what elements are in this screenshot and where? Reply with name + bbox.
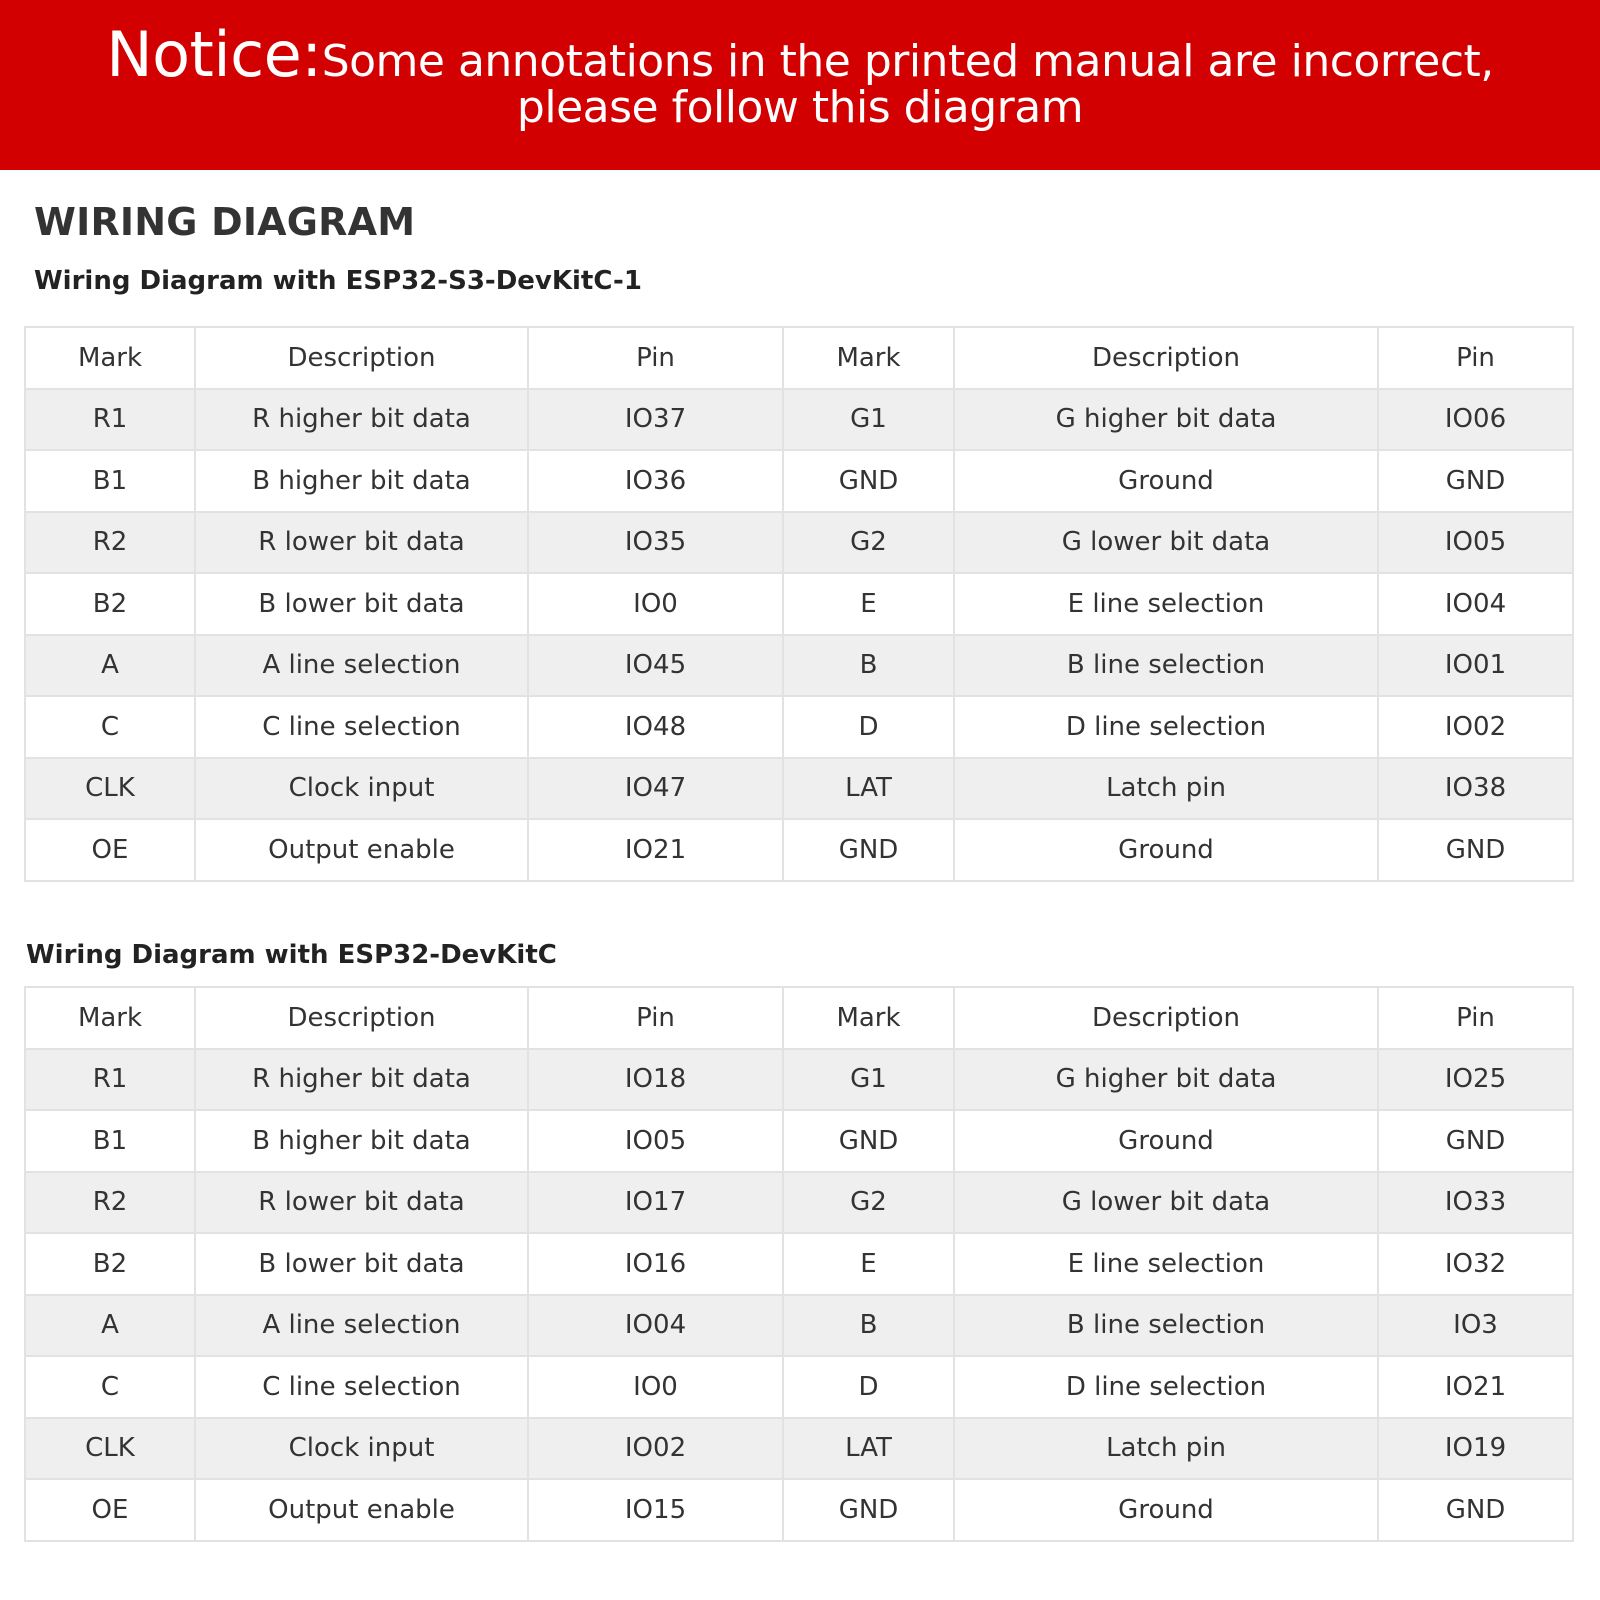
cell-pin: IO36	[528, 450, 783, 512]
table-row	[25, 1049, 1573, 1111]
notice-line-2: please follow this diagram	[516, 82, 1084, 133]
column-header-pin: Pin	[528, 327, 783, 389]
column-header-pin: Pin	[1378, 327, 1573, 389]
cell-description: R lower bit data	[195, 512, 528, 574]
cell-mark: D	[783, 1356, 954, 1418]
cell-pin: IO04	[1378, 573, 1573, 635]
cell-description: R lower bit data	[195, 1172, 528, 1234]
cell-description: Ground	[954, 1479, 1378, 1541]
cell-mark: A	[25, 1295, 195, 1357]
cell-mark: R1	[25, 389, 195, 451]
table-row	[25, 512, 1573, 574]
cell-description: Latch pin	[954, 1418, 1378, 1480]
cell-mark: E	[783, 1233, 954, 1295]
cell-pin: IO18	[528, 1049, 783, 1111]
section-title-esp32: Wiring Diagram with ESP32-DevKitC	[26, 940, 557, 970]
column-header-description: Description	[195, 327, 528, 389]
cell-pin: GND	[1378, 1110, 1573, 1172]
cell-mark: G1	[783, 389, 954, 451]
section-title-esp32-s3: Wiring Diagram with ESP32-S3-DevKitC-1	[34, 266, 642, 296]
cell-description: Clock input	[195, 758, 528, 820]
cell-pin: IO02	[528, 1418, 783, 1480]
cell-mark: B2	[25, 1233, 195, 1295]
cell-mark: CLK	[25, 1418, 195, 1480]
cell-mark: B1	[25, 1110, 195, 1172]
cell-pin: IO45	[528, 635, 783, 697]
cell-mark: D	[783, 696, 954, 758]
column-header-description: Description	[954, 327, 1378, 389]
table-header-row	[25, 987, 1573, 1049]
cell-description: G lower bit data	[954, 512, 1378, 574]
wiring-table-esp32	[24, 986, 1574, 1542]
table-row	[25, 450, 1573, 512]
cell-description: E line selection	[954, 1233, 1378, 1295]
table-row	[25, 1479, 1573, 1541]
cell-pin: IO17	[528, 1172, 783, 1234]
notice-line-1	[0, 18, 1600, 91]
cell-mark: C	[25, 1356, 195, 1418]
cell-mark: B2	[25, 573, 195, 635]
cell-pin: IO38	[1378, 758, 1573, 820]
cell-description: A line selection	[195, 1295, 528, 1357]
cell-pin: IO48	[528, 696, 783, 758]
table-row	[25, 819, 1573, 881]
cell-pin: IO0	[528, 573, 783, 635]
column-header-description: Description	[954, 987, 1378, 1049]
notice-text: Some annotations in the printed manual are incorrect,	[321, 36, 1494, 87]
cell-mark: LAT	[783, 1418, 954, 1480]
cell-description: D line selection	[954, 1356, 1378, 1418]
table-row	[25, 635, 1573, 697]
cell-mark: G1	[783, 1049, 954, 1111]
table-row	[25, 1172, 1573, 1234]
cell-pin: GND	[1378, 450, 1573, 512]
cell-pin: IO25	[1378, 1049, 1573, 1111]
notice-label: Notice:	[106, 18, 322, 91]
cell-description: G higher bit data	[954, 1049, 1378, 1111]
cell-pin: IO05	[528, 1110, 783, 1172]
cell-description: Ground	[954, 450, 1378, 512]
cell-mark: LAT	[783, 758, 954, 820]
cell-pin: IO04	[528, 1295, 783, 1357]
table-row	[25, 1110, 1573, 1172]
cell-pin: IO15	[528, 1479, 783, 1541]
cell-description: D line selection	[954, 696, 1378, 758]
cell-pin: IO0	[528, 1356, 783, 1418]
column-header-description: Description	[195, 987, 528, 1049]
cell-description: R higher bit data	[195, 1049, 528, 1111]
cell-mark: G2	[783, 512, 954, 574]
cell-mark: GND	[783, 1479, 954, 1541]
cell-pin: IO01	[1378, 635, 1573, 697]
cell-mark: E	[783, 573, 954, 635]
cell-description: Latch pin	[954, 758, 1378, 820]
table-header-row	[25, 327, 1573, 389]
cell-description: Output enable	[195, 1479, 528, 1541]
cell-mark: R2	[25, 1172, 195, 1234]
cell-description: B higher bit data	[195, 450, 528, 512]
table-row	[25, 758, 1573, 820]
column-header-mark: Mark	[783, 987, 954, 1049]
cell-pin: IO05	[1378, 512, 1573, 574]
cell-pin: IO32	[1378, 1233, 1573, 1295]
cell-description: G lower bit data	[954, 1172, 1378, 1234]
cell-mark: GND	[783, 450, 954, 512]
cell-description: A line selection	[195, 635, 528, 697]
table-row	[25, 696, 1573, 758]
table-row	[25, 1356, 1573, 1418]
notice-banner	[0, 0, 1600, 170]
column-header-pin: Pin	[528, 987, 783, 1049]
cell-mark: A	[25, 635, 195, 697]
cell-pin: IO47	[528, 758, 783, 820]
table-row	[25, 1295, 1573, 1357]
cell-pin: IO33	[1378, 1172, 1573, 1234]
column-header-mark: Mark	[25, 327, 195, 389]
cell-mark: CLK	[25, 758, 195, 820]
cell-pin: IO02	[1378, 696, 1573, 758]
column-header-mark: Mark	[783, 327, 954, 389]
table-row	[25, 1233, 1573, 1295]
cell-pin: IO06	[1378, 389, 1573, 451]
cell-pin: IO37	[528, 389, 783, 451]
cell-mark: GND	[783, 1110, 954, 1172]
cell-pin: IO35	[528, 512, 783, 574]
cell-description: B lower bit data	[195, 1233, 528, 1295]
cell-mark: B	[783, 635, 954, 697]
cell-mark: G2	[783, 1172, 954, 1234]
cell-description: Ground	[954, 1110, 1378, 1172]
cell-description: R higher bit data	[195, 389, 528, 451]
page-title: WIRING DIAGRAM	[34, 200, 416, 244]
cell-mark: OE	[25, 819, 195, 881]
cell-description: C line selection	[195, 696, 528, 758]
cell-mark: B	[783, 1295, 954, 1357]
wiring-table-esp32-s3	[24, 326, 1574, 882]
column-header-pin: Pin	[1378, 987, 1573, 1049]
table-row	[25, 1418, 1573, 1480]
cell-mark: GND	[783, 819, 954, 881]
cell-description: Ground	[954, 819, 1378, 881]
cell-pin: IO21	[528, 819, 783, 881]
cell-description: B higher bit data	[195, 1110, 528, 1172]
cell-pin: GND	[1378, 1479, 1573, 1541]
cell-description: B line selection	[954, 635, 1378, 697]
cell-pin: IO19	[1378, 1418, 1573, 1480]
cell-mark: OE	[25, 1479, 195, 1541]
cell-description: B lower bit data	[195, 573, 528, 635]
column-header-mark: Mark	[25, 987, 195, 1049]
cell-pin: IO21	[1378, 1356, 1573, 1418]
cell-pin: IO3	[1378, 1295, 1573, 1357]
cell-description: G higher bit data	[954, 389, 1378, 451]
cell-description: E line selection	[954, 573, 1378, 635]
cell-pin: GND	[1378, 819, 1573, 881]
cell-pin: IO16	[528, 1233, 783, 1295]
cell-description: Output enable	[195, 819, 528, 881]
cell-mark: R2	[25, 512, 195, 574]
table-row	[25, 389, 1573, 451]
table-row	[25, 573, 1573, 635]
cell-description: B line selection	[954, 1295, 1378, 1357]
cell-description: Clock input	[195, 1418, 528, 1480]
cell-mark: B1	[25, 450, 195, 512]
cell-description: C line selection	[195, 1356, 528, 1418]
cell-mark: R1	[25, 1049, 195, 1111]
cell-mark: C	[25, 696, 195, 758]
